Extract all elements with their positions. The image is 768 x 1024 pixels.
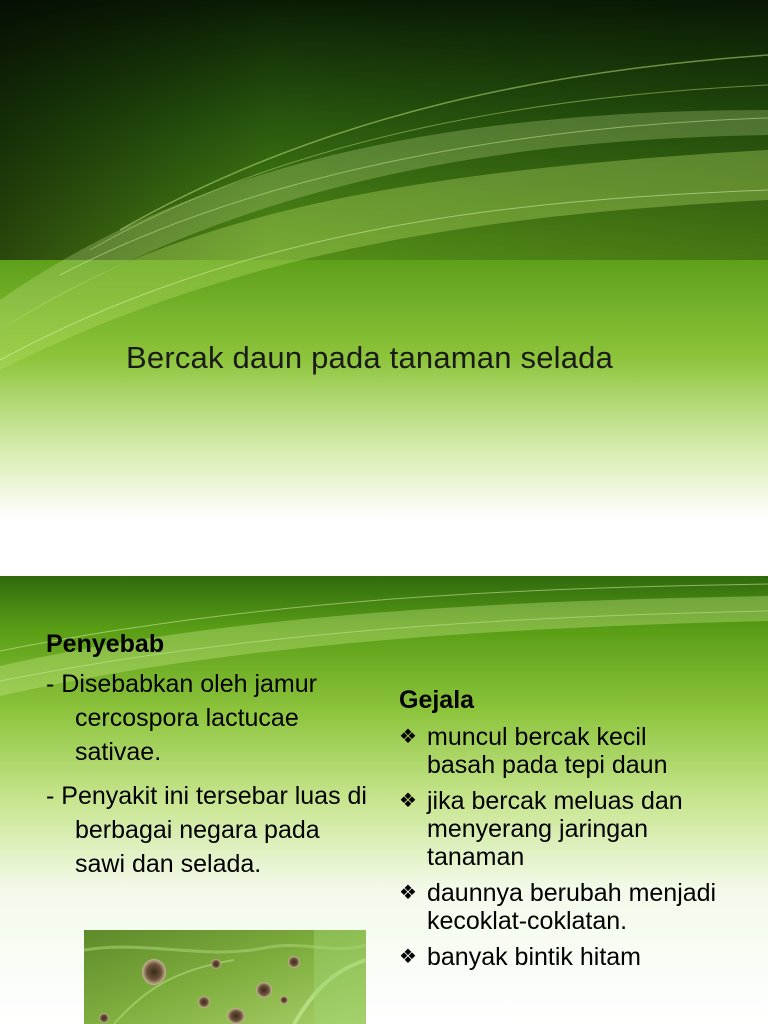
symptoms-section: [399, 683, 719, 979]
cause-section: [46, 627, 376, 891]
diamond-bullet-icon: ❖: [399, 882, 417, 904]
diamond-bullet-icon: ❖: [399, 790, 417, 812]
symptom-text: daunnya berubah menjadi kecoklat-coklatan.: [427, 879, 717, 935]
lettuce-leaf-spot-photo: [84, 930, 366, 1024]
symptom-item: [399, 787, 719, 871]
content-slide: [0, 576, 768, 1024]
symptom-text: jika bercak meluas dan menyerang jaringan tanaman: [427, 787, 683, 871]
symptom-item: [399, 879, 719, 935]
symptom-text: muncul bercak kecil basah pada tepi daun: [427, 723, 668, 779]
slide-title: Bercak daun pada tanaman selada: [126, 340, 614, 375]
diamond-bullet-icon: ❖: [399, 726, 417, 748]
cause-heading: Penyebab: [46, 630, 165, 658]
cause-item: - Penyakit ini tersebar luas di berbagai negara pada sawi dan selada.: [46, 782, 367, 878]
symptom-item: [399, 723, 719, 779]
symptoms-heading: Gejala: [399, 686, 475, 714]
cause-item: - Disebabkan oleh jamur cercospora lactucae sativae.: [46, 670, 317, 766]
diamond-bullet-icon: ❖: [399, 946, 417, 968]
symptom-item: [399, 943, 719, 971]
symptom-text: banyak bintik hitam: [427, 943, 642, 971]
